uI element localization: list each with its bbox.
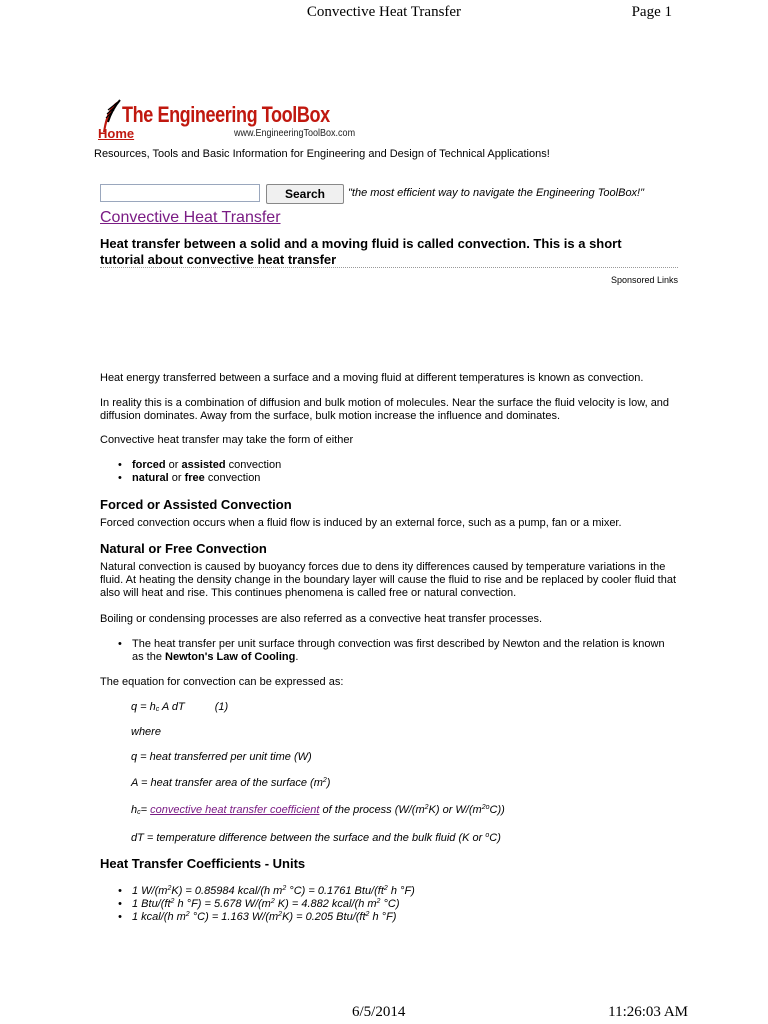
logo-text: The Engineering ToolBox: [122, 102, 330, 127]
print-page-number: Page 1: [631, 4, 672, 20]
def-a: A = heat transfer area of the surface $(m^2)$: [131, 777, 331, 789]
list-item: • forced or assisted convection: [118, 459, 678, 472]
list-item: • natural or free convection: [118, 472, 678, 485]
heat-transfer-coefficient-link[interactable]: convective heat transfer coefficient: [150, 804, 320, 816]
logo-url: www.EngineeringToolBox.com: [234, 128, 356, 139]
newton-list: [118, 638, 678, 664]
home-link[interactable]: Home: [98, 126, 135, 141]
print-time: 11:26:03 AM: [608, 1004, 688, 1020]
def-h: hc= convective heat transfer coefficient of the process ($W/(m^2K)$ or $W/(m^{2o}C)$): [131, 804, 505, 816]
natural-paragraph: Natural convection is caused by buoyancy forces due to dens ity differences caused by temperature variations in the fluid. At heating the density change in the boundary layer will cause the fluid to rise and be replaced by cooler fluid that also will heat and rise. This continues phenomena is called free or natural convection.: [100, 561, 677, 599]
forced-paragraph: Forced convection occurs when a fluid flow is induced by an external force, such as a pump, fan or a mixer.: [100, 517, 622, 529]
site-tagline: Resources, Tools and Basic Information for Engineering and Design of Technical Applications!: [94, 148, 550, 160]
diffusion-paragraph: In reality this is a combination of diffusion and bulk motion of molecules. Near the surface the fluid velocity is low, and diffusion dominates. Away from the surface, bulk motion increase the influence and dominates.: [100, 397, 670, 422]
equation-intro: The equation for convection can be expressed as:: [100, 676, 344, 688]
lead-paragraph: Heat transfer between a solid and a moving fluid is called convection. This is a short tutorial about convective heat transfer: [100, 236, 622, 267]
heading-forced-convection: Forced or Assisted Convection: [100, 497, 292, 512]
list-item: • 1 kcal/(h $m^2$ °C) = 1.163 $W/(m^2K) = 0.205$ Btu/($ft^2$ h °F): [118, 911, 678, 924]
search-input[interactable]: [100, 184, 260, 202]
list-item: • The heat transfer per unit surface through convection was first described by Newton and the relation is known as the Newton's Law of Cooling.: [118, 638, 678, 664]
def-q: q = heat transferred per unit time (W): [131, 751, 312, 763]
page-title[interactable]: Convective Heat Transfer: [100, 209, 281, 226]
search-button[interactable]: Search: [266, 184, 344, 204]
heading-natural-convection: Natural or Free Convection: [100, 541, 267, 556]
divider: [100, 267, 678, 268]
convection-forms-list: [118, 459, 678, 485]
list-item: • 1 Btu/($ft^2$ h °F) = 5.678 $W/(m^2$ K) = 4.882 kcal/(h $m^2$ °C): [118, 898, 678, 911]
print-date: 6/5/2014: [352, 1004, 406, 1020]
heading-units: Heat Transfer Coefficients - Units: [100, 856, 306, 871]
print-header-title: Convective Heat Transfer: [306, 4, 462, 20]
search-note: "the most efficient way to navigate the Engineering ToolBox!": [348, 187, 645, 199]
intro-paragraph: Heat energy transferred between a surface and a moving fluid at different temperatures is known as convection.: [100, 372, 644, 384]
convection-equation: q = hc A dT (1): [131, 701, 229, 713]
forms-paragraph: Convective heat transfer may take the form of either: [100, 434, 354, 446]
sponsored-links-label: Sponsored Links: [610, 275, 678, 285]
list-item: • 1 $W/(m^2K) = 0.85984$ kcal/(h $m^2$ °C) = 0.1761 Btu/($ft^2$ h °F): [118, 885, 678, 898]
boiling-paragraph: Boiling or condensing processes are also referred as a convective heat transfer processes.: [100, 613, 543, 625]
where-label: where: [131, 726, 161, 738]
def-dt: dT = temperature difference between the surface and the bulk fluid (K or $^o$C): [131, 832, 501, 844]
site-logo[interactable]: [98, 98, 388, 144]
units-list: [118, 885, 678, 924]
